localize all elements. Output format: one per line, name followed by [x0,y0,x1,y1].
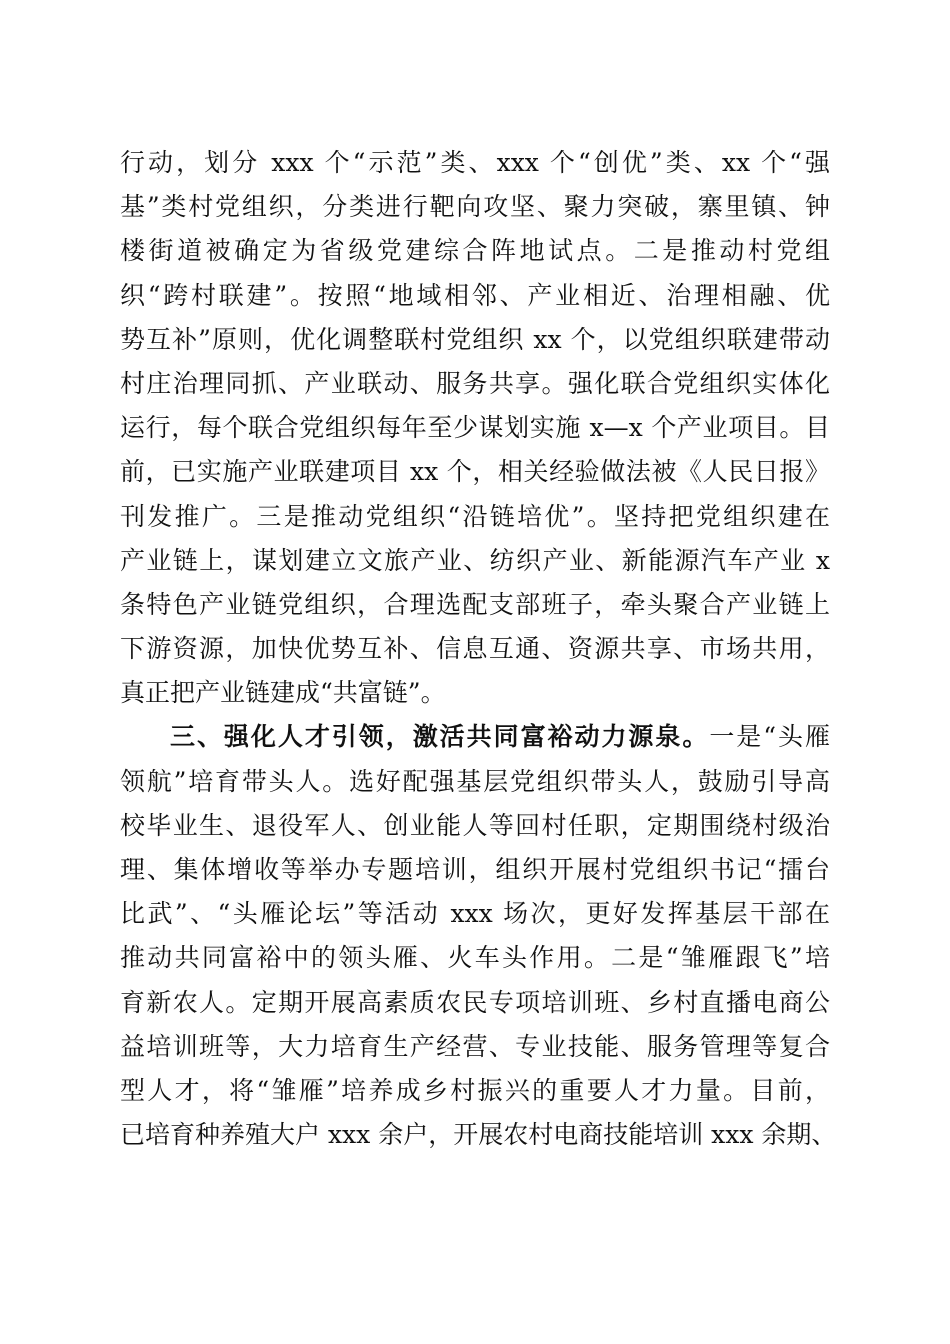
text-line: 织“跨村联建”。按照“地域相邻、产业相近、治理相融、优 [120,280,830,310]
text-line: 已培育种养殖大户 xxx 余户，开展农村电商技能培训 xxx 余期、 [120,1120,837,1150]
text-line: 型人才，将“雏雁”培养成乡村振兴的重要人才力量。目前， [120,1075,830,1105]
section-heading: 三、强化人才引领，激活共同富裕动力源泉。 [170,722,710,752]
text-line: 比武”、“头雁论坛”等活动 xxx 场次，更好发挥基层干部在 [120,899,830,929]
text-line: 村庄治理同抓、产业联动、服务共享。强化联合党组织实体化 [120,368,830,398]
text-line: 益培训班等，大力培育生产经营、专业技能、服务管理等复合 [120,1031,830,1061]
body-text [120,141,837,1157]
text-line: 前，已实施产业联建项目 xx 个，相关经验做法被《人民日报》 [120,457,830,487]
paragraph-2 [120,715,837,1157]
text-line: 校毕业生、退役军人、创业能人等回村任职，定期围绕村级治 [120,810,830,840]
text-run: 一是“头雁 [709,722,830,752]
text-line: 真正把产业链建成“共富链”。 [120,678,446,708]
text-line: 基”类村党组织，分类进行靶向攻坚、聚力突破，寨里镇、钟 [120,192,830,222]
text-line: 产业链上，谋划建立文旅产业、纺织产业、新能源汽车产业 x [120,545,830,575]
paragraph-1 [120,141,830,715]
text-line: 下游资源，加快优势互补、信息互通、资源共享、市场共用， [120,634,830,664]
text-line: 领航”培育带头人。选好配强基层党组织带头人，鼓励引导高 [120,766,830,796]
text-line: 育新农人。定期开展高素质农民专项培训班、乡村直播电商公 [120,987,830,1017]
text-line: 行动，划分 xxx 个“示范”类、xxx 个“创优”类、xx 个“强 [120,148,830,177]
text-line: 刊发推广。三是推动党组织“沿链培优”。坚持把党组织建在 [120,501,830,531]
paragraph-2-first-line [120,715,830,759]
text-line: 推动共同富裕中的领头雁、火车头作用。二是“雏雁跟飞”培 [120,943,830,973]
text-line: 运行，每个联合党组织每年至少谋划实施 x—x 个产业项目。目 [120,413,830,443]
text-line: 势互补”原则，优化调整联村党组织 xx 个，以党组织联建带动 [120,324,830,354]
text-line: 理、集体增收等举办专题培训，组织开展村党组织书记“擂台 [120,855,830,884]
text-line: 条特色产业链党组织，合理选配支部班子，牵头聚合产业链上 [120,589,830,619]
text-line: 楼街道被确定为省级党建综合阵地试点。二是推动村党组 [120,236,830,266]
